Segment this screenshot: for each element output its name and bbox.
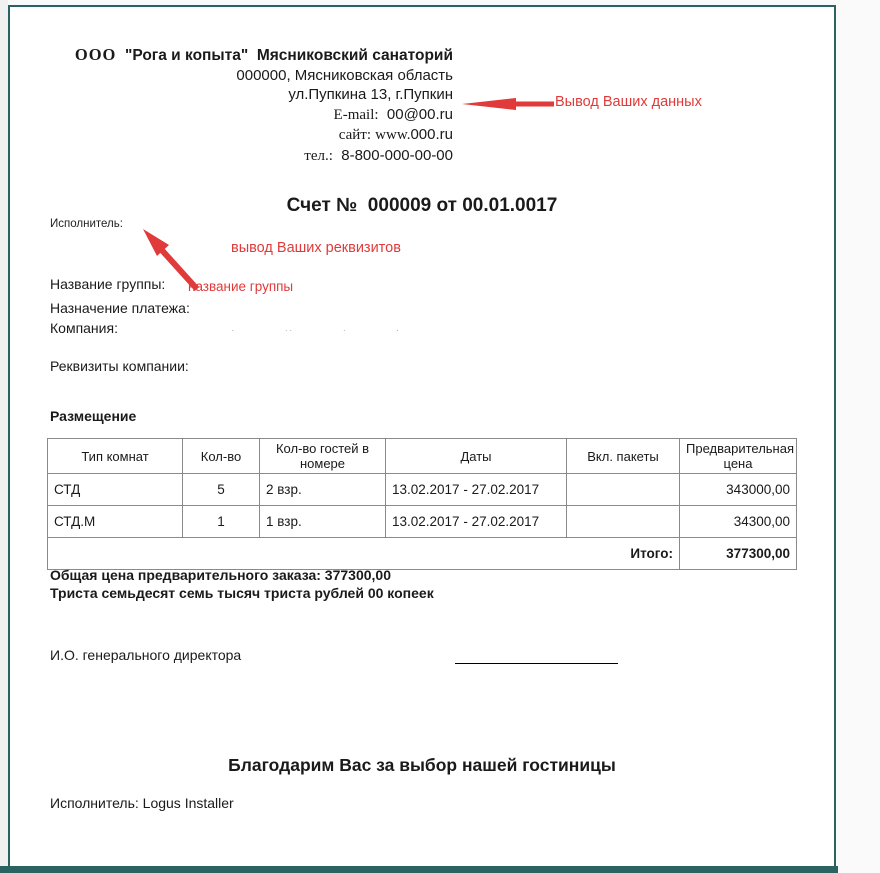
company-label: Компания: <box>50 320 118 336</box>
company-header <box>33 45 453 166</box>
director-label: И.О. генерального директора <box>50 647 242 663</box>
annotation-requisites: вывод Ваших реквизитов <box>231 240 401 256</box>
cell-count: 5 <box>183 474 260 506</box>
email-value: 00@00.ru <box>386 105 453 123</box>
cell-packages <box>567 506 680 538</box>
executor-footer-line: Исполнитель: Logus Installer <box>50 795 234 811</box>
phone-label: тел.: <box>304 147 333 164</box>
invoice-title: Счет № 000009 от 00.01.0017 <box>286 195 558 216</box>
table-row <box>48 474 797 506</box>
table-header-row <box>48 439 797 474</box>
payment-purpose-label: Назначение платежа: <box>50 300 190 316</box>
page-bottom-edge <box>0 866 838 873</box>
col-guests: Кол-во гостей в номере <box>260 439 386 474</box>
left-arrow-icon <box>462 97 554 111</box>
company-erased-residue: . .. . . <box>232 327 402 333</box>
cell-packages <box>567 474 680 506</box>
company-email-line <box>33 105 453 126</box>
col-count: Кол-во <box>183 439 260 474</box>
thanks-message: Благодарим Вас за выбор нашей гостиницы <box>228 755 616 775</box>
cell-price: 343000,00 <box>680 474 797 506</box>
company-legal-form: ООО <box>74 45 117 64</box>
cell-room-type: СТД <box>48 474 183 506</box>
site-value: 000.ru <box>410 126 453 143</box>
email-label: E-mail: <box>333 106 379 123</box>
company-name-line <box>33 45 453 66</box>
group-label: Название группы: <box>50 276 166 292</box>
invoice-page <box>8 5 836 873</box>
annotation-group-name: название группы <box>188 279 294 294</box>
table-total-row <box>48 538 797 570</box>
cell-price: 34300,00 <box>680 506 797 538</box>
company-address-2: ул.Пупкина 13, г.Пупкин <box>288 86 453 103</box>
col-price: Предварительная цена <box>680 439 797 474</box>
left-gutter <box>0 0 8 873</box>
total-label: Итого: <box>48 538 680 570</box>
accommodation-table <box>47 438 797 570</box>
preliminary-total-line: Общая цена предварительного заказа: 377300,00 <box>50 567 391 583</box>
company-quoted-name: "Рога и копыта" <box>125 47 249 64</box>
cell-count: 1 <box>183 506 260 538</box>
site-label: сайт: <box>338 127 371 143</box>
total-in-words: Триста семьдесят семь тысяч триста рублей 00 копеек <box>50 585 434 601</box>
site-www: www. <box>375 127 411 143</box>
cell-guests: 2 взр. <box>260 474 386 506</box>
cell-dates: 13.02.2017 - 27.02.2017 <box>386 506 567 538</box>
phone-value: 8-800-000-00-00 <box>341 146 453 164</box>
company-phone-line <box>33 146 453 167</box>
company-requisites-label: Реквизиты компании: <box>50 358 189 374</box>
cell-room-type: СТД.М <box>48 506 183 538</box>
resort-name: Мясниковский санаторий <box>256 47 453 64</box>
company-address-1: 000000, Мясниковская область <box>236 66 453 84</box>
signature-line <box>455 647 618 664</box>
table-row <box>48 506 797 538</box>
total-value: 377300,00 <box>680 538 797 570</box>
cell-dates: 13.02.2017 - 27.02.2017 <box>386 474 567 506</box>
company-site-line <box>33 125 453 146</box>
cell-guests: 1 взр. <box>260 506 386 538</box>
col-packages: Вкл. пакеты <box>567 439 680 474</box>
section-title-accommodation: Размещение <box>50 408 137 424</box>
annotation-data-output: Вывод Ваших данных <box>555 94 702 110</box>
executor-label: Исполнитель: <box>50 218 123 230</box>
col-dates: Даты <box>386 439 567 474</box>
col-room-type: Тип комнат <box>48 439 183 474</box>
